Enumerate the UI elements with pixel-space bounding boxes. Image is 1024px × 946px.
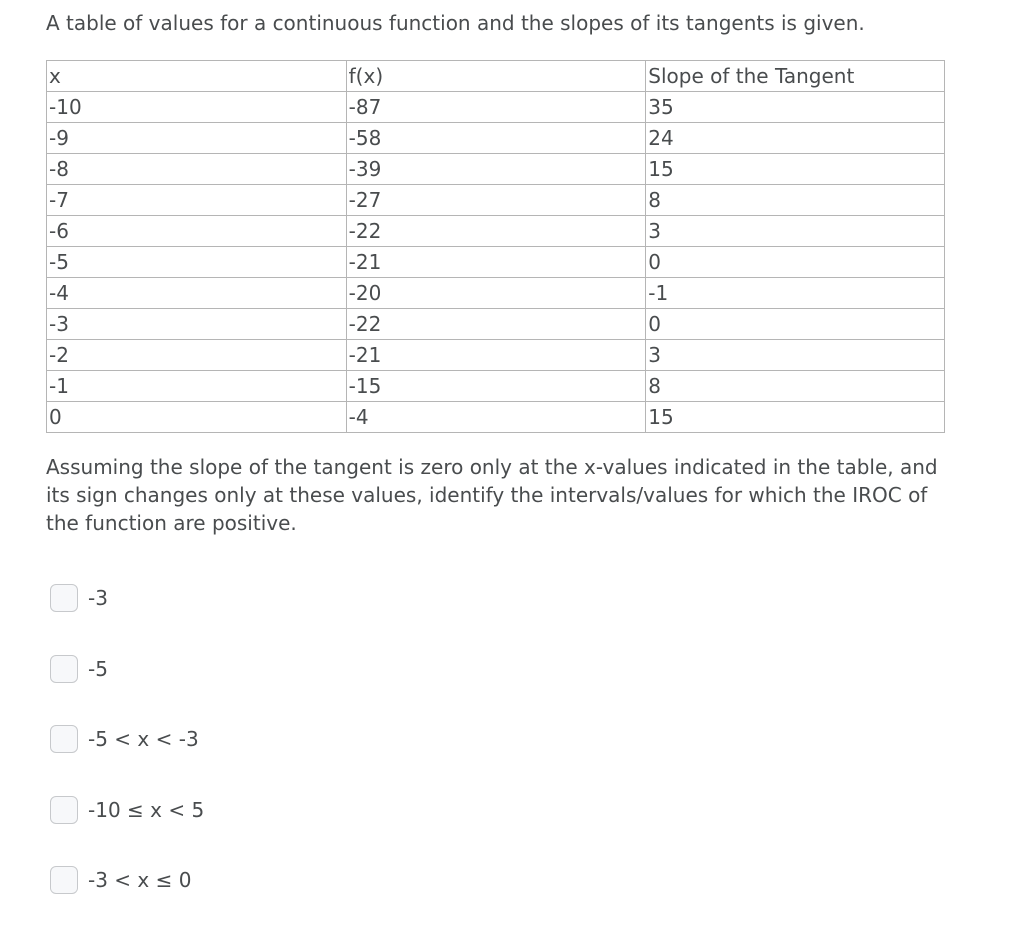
option-label[interactable]: -3 < x ≤ 0: [88, 868, 192, 892]
checkbox-icon[interactable]: [50, 584, 78, 612]
option-label[interactable]: -5 < x < -3: [88, 727, 199, 751]
cell-slope: 15: [646, 154, 945, 185]
cell-x: -4: [47, 278, 347, 309]
cell-fx: -39: [346, 154, 646, 185]
question-text: Assuming the slope of the tangent is zero only at the x-values indicated in the table, and its sign changes only at these values, identify the intervals/values for which the IROC of the function are positive.: [46, 455, 938, 535]
table-row: [47, 340, 945, 371]
cell-slope: -1: [646, 278, 945, 309]
cell-slope: 0: [646, 309, 945, 340]
cell-fx: -22: [346, 309, 646, 340]
cell-fx: -27: [346, 185, 646, 216]
values-table: [46, 60, 945, 433]
cell-slope: 3: [646, 216, 945, 247]
table-row: [47, 402, 945, 433]
table-row: [47, 123, 945, 154]
option-item[interactable]: [50, 723, 204, 755]
table-row: [47, 247, 945, 278]
table-row: [47, 216, 945, 247]
cell-slope: 35: [646, 92, 945, 123]
cell-slope: 0: [646, 247, 945, 278]
checkbox-icon[interactable]: [50, 655, 78, 683]
option-label[interactable]: -10 ≤ x < 5: [88, 797, 205, 822]
cell-x: -9: [47, 123, 347, 154]
checkbox-icon[interactable]: [50, 866, 78, 894]
option-label[interactable]: -3: [88, 586, 108, 610]
cell-x: -6: [47, 216, 347, 247]
cell-fx: -15: [346, 371, 646, 402]
answer-options: [50, 582, 204, 935]
cell-fx: -21: [346, 340, 646, 371]
table-row: [47, 154, 945, 185]
cell-x: 0: [47, 402, 347, 433]
cell-x: -10: [47, 92, 347, 123]
intro-text: A table of values for a continuous function and the slopes of its tangents is given.: [46, 11, 865, 35]
cell-x: -1: [47, 371, 347, 402]
cell-fx: -20: [346, 278, 646, 309]
table-row: [47, 185, 945, 216]
cell-fx: -58: [346, 123, 646, 154]
header-fx: f(x): [346, 61, 646, 92]
table-row: [47, 278, 945, 309]
table-row: [47, 309, 945, 340]
cell-slope: 8: [646, 185, 945, 216]
cell-fx: -87: [346, 92, 646, 123]
checkbox-icon[interactable]: [50, 725, 78, 753]
table-row: [47, 92, 945, 123]
cell-fx: -4: [346, 402, 646, 433]
checkbox-icon[interactable]: [50, 796, 78, 824]
cell-x: -8: [47, 154, 347, 185]
option-item[interactable]: [50, 582, 204, 614]
cell-x: -3: [47, 309, 347, 340]
cell-slope: 15: [646, 402, 945, 433]
cell-x: -5: [47, 247, 347, 278]
table-header-row: [47, 61, 945, 92]
option-item[interactable]: [50, 864, 204, 896]
table-row: [47, 371, 945, 402]
option-label[interactable]: -5: [88, 656, 108, 681]
header-x: x: [47, 61, 347, 92]
cell-x: -2: [47, 340, 347, 371]
cell-slope: 8: [646, 371, 945, 402]
header-slope: Slope of the Tangent: [646, 61, 945, 92]
cell-slope: 24: [646, 123, 945, 154]
option-item[interactable]: [50, 794, 204, 826]
option-item[interactable]: [50, 653, 204, 685]
cell-fx: -22: [346, 216, 646, 247]
cell-fx: -21: [346, 247, 646, 278]
cell-slope: 3: [646, 340, 945, 371]
cell-x: -7: [47, 185, 347, 216]
